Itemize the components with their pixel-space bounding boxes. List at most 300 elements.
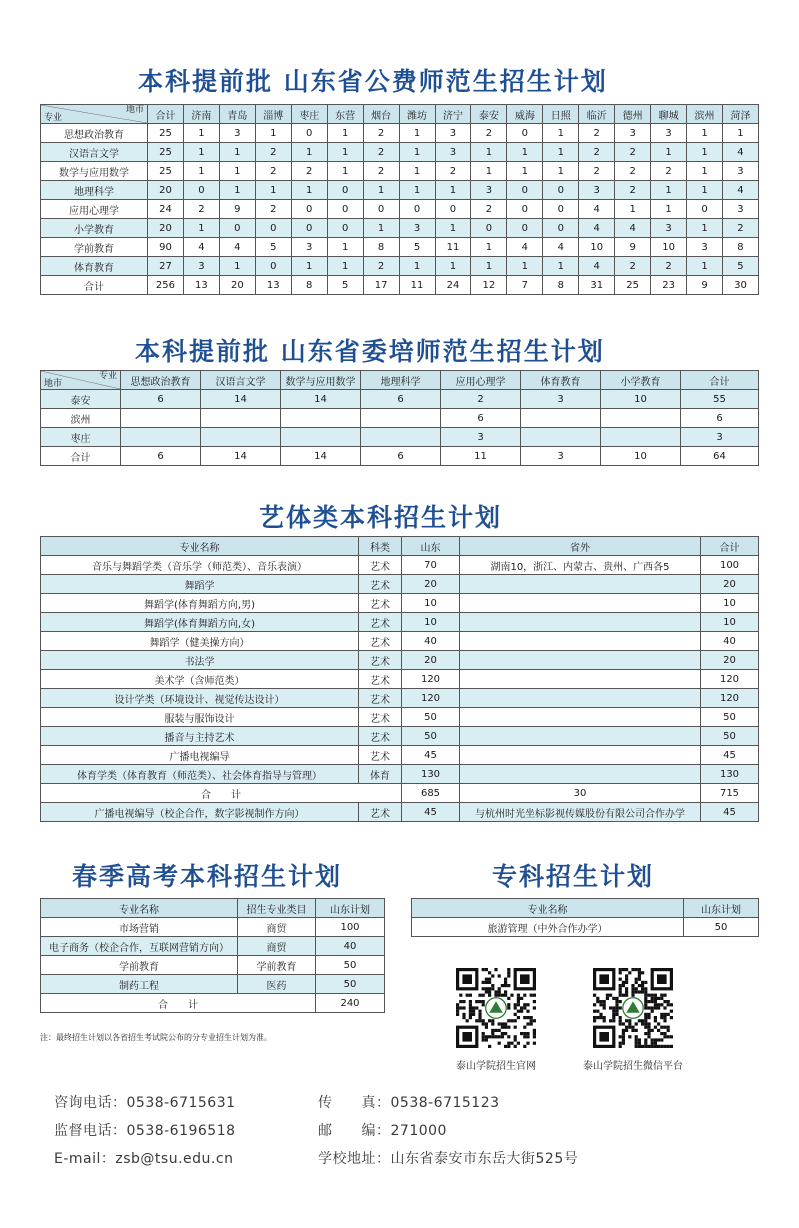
table-cell: 2: [651, 257, 687, 276]
table-cell: [121, 409, 201, 428]
table-row: [41, 727, 759, 746]
table-cell: 学前教育: [238, 956, 316, 975]
corner-header: [41, 371, 121, 390]
row-label: 小学教育: [41, 219, 148, 238]
table-cell: 2: [363, 143, 399, 162]
table-cell: 0: [399, 200, 435, 219]
table-cell: 艺术: [359, 746, 402, 765]
table-row: [41, 689, 759, 708]
table-row: [41, 556, 759, 575]
table-cell: 1: [327, 143, 363, 162]
table-cell: 6: [441, 409, 521, 428]
table-cell: [201, 428, 281, 447]
table-cell: [121, 428, 201, 447]
table-cell: 1: [327, 162, 363, 181]
table-cell: 8: [723, 238, 759, 257]
column-header: 济南: [183, 105, 219, 124]
table-cell: 0: [291, 219, 327, 238]
table-cell: 27: [148, 257, 184, 276]
table-cell: 1: [399, 124, 435, 143]
column-header: 枣庄: [291, 105, 327, 124]
table-cell: 1: [399, 181, 435, 200]
table-cell: 1: [291, 181, 327, 200]
table-row: [41, 409, 759, 428]
email-value[interactable]: zsb@tsu.edu.cn: [115, 1151, 234, 1167]
column-header: 日照: [543, 105, 579, 124]
table-cell: 256: [148, 276, 184, 295]
table-cell: 0: [219, 219, 255, 238]
table-cell: 55: [681, 390, 759, 409]
table-cell: 2: [615, 162, 651, 181]
table-cell: 1: [219, 181, 255, 200]
column-header: 数学与应用数学: [281, 371, 361, 390]
table-cell: 20: [701, 575, 759, 594]
table-cell: [361, 428, 441, 447]
table-cell: 3: [579, 181, 615, 200]
table-cell: [281, 428, 361, 447]
table-cell: 10: [402, 594, 460, 613]
table-cell: 1: [291, 257, 327, 276]
table-cell: 2: [255, 200, 291, 219]
column-header: 合计: [701, 537, 759, 556]
fax: [318, 1092, 500, 1112]
table-cell: 医药: [238, 975, 316, 994]
total-sum: 715: [701, 784, 759, 803]
table-cell: [601, 428, 681, 447]
column-header: 合计: [681, 371, 759, 390]
table-cell: 1: [687, 181, 723, 200]
corner-header: [41, 105, 148, 124]
table-cell: 25: [148, 124, 184, 143]
art-sports-plan-table: [40, 536, 759, 822]
table-cell: 20: [701, 651, 759, 670]
table-cell: 45: [402, 803, 460, 822]
table-cell: 3: [435, 124, 471, 143]
row-label: 合计: [41, 276, 148, 295]
table-cell: 10: [402, 613, 460, 632]
table-cell: 14: [281, 447, 361, 466]
table-cell: 1: [363, 219, 399, 238]
row-label: 体育教育: [41, 257, 148, 276]
table-cell: 3: [521, 447, 601, 466]
table-cell: 舞蹈学: [41, 575, 359, 594]
table-cell: 1: [435, 257, 471, 276]
table-cell: 艺术: [359, 632, 402, 651]
table-row: [41, 575, 759, 594]
table-cell: 0: [183, 181, 219, 200]
table-cell: 14: [201, 447, 281, 466]
table-cell: 艺术: [359, 708, 402, 727]
table-cell: 3: [291, 238, 327, 257]
table-cell: 1: [219, 257, 255, 276]
table-cell: 2: [471, 200, 507, 219]
table-cell: 0: [327, 200, 363, 219]
email: [54, 1148, 233, 1168]
table-cell: 4: [579, 200, 615, 219]
column-header: 招生专业类目: [238, 899, 316, 918]
table-cell: 1: [219, 162, 255, 181]
email-label: E-mail：: [54, 1151, 116, 1167]
table-cell: [460, 708, 701, 727]
table-cell: 9: [687, 276, 723, 295]
table-cell: 8: [543, 276, 579, 295]
table-cell: 0: [543, 200, 579, 219]
table-cell: 2: [471, 124, 507, 143]
table-row: [41, 124, 759, 143]
table-row: [41, 651, 759, 670]
table-cell: [601, 409, 681, 428]
table-cell: 2: [615, 143, 651, 162]
table-cell: 7: [507, 276, 543, 295]
table-cell: 64: [681, 447, 759, 466]
table-row: [41, 975, 385, 994]
table-cell: 艺术: [359, 689, 402, 708]
table-cell: 艺术: [359, 670, 402, 689]
table-cell: 2: [651, 162, 687, 181]
column-header: 威海: [507, 105, 543, 124]
table-cell: 10: [701, 594, 759, 613]
table-cell: 体育学类（体育教育（师范类）、社会体育指导与管理）: [41, 765, 359, 784]
table-row: [41, 200, 759, 219]
column-header: 淄博: [255, 105, 291, 124]
total-row: [41, 994, 385, 1013]
postcode: [318, 1120, 447, 1140]
table-cell: [361, 409, 441, 428]
supervise-phone-value: 0538-6196518: [126, 1123, 236, 1139]
table-cell: 艺术: [359, 575, 402, 594]
corner-bottom-label: 专业: [44, 113, 63, 123]
table-cell: 湖南10，浙江、内蒙古、贵州、广西各5: [460, 556, 701, 575]
table-cell: 1: [435, 181, 471, 200]
table-cell: 11: [399, 276, 435, 295]
table-cell: 1: [723, 124, 759, 143]
table-cell: 2: [363, 162, 399, 181]
table-cell: 1: [507, 143, 543, 162]
table-cell: 11: [441, 447, 521, 466]
table-cell: 6: [121, 447, 201, 466]
table-cell: [460, 575, 701, 594]
table-cell: 广播电视编导: [41, 746, 359, 765]
table-cell: 与杭州时光坐标影视传媒股份有限公司合作办学: [460, 803, 701, 822]
table-cell: 20: [148, 219, 184, 238]
consult-phone-value: 0538-6715631: [126, 1095, 236, 1111]
column-header: 临沂: [579, 105, 615, 124]
row-label: 应用心理学: [41, 200, 148, 219]
address-value: 山东省泰安市东岳大街525号: [390, 1151, 579, 1167]
table-row: [41, 803, 759, 822]
junior-college-plan-table: [411, 898, 759, 937]
table-cell: 11: [435, 238, 471, 257]
table-cell: 1: [687, 143, 723, 162]
table-cell: 播音与主持艺术: [41, 727, 359, 746]
table-cell: 3: [435, 143, 471, 162]
table-cell: 3: [219, 124, 255, 143]
column-header: 烟台: [363, 105, 399, 124]
table-cell: 50: [316, 956, 385, 975]
sec2-title: 本科提前批 山东省委培师范生招生计划: [135, 337, 605, 366]
total-row: [41, 784, 759, 803]
corner-bottom-label: 地市: [44, 379, 63, 389]
table-cell: 3: [681, 428, 759, 447]
table-cell: 1: [507, 257, 543, 276]
table-row: [41, 257, 759, 276]
table-cell: 2: [183, 200, 219, 219]
table-row: [41, 670, 759, 689]
table-cell: 120: [402, 670, 460, 689]
table-cell: 3: [723, 162, 759, 181]
table-cell: [460, 689, 701, 708]
table-cell: 1: [651, 200, 687, 219]
table-cell: 13: [183, 276, 219, 295]
table-cell: 1: [183, 143, 219, 162]
table-cell: 130: [402, 765, 460, 784]
table-cell: 30: [723, 276, 759, 295]
table-cell: 1: [471, 162, 507, 181]
table-cell: 9: [615, 238, 651, 257]
table-cell: 1: [399, 143, 435, 162]
table-cell: 1: [399, 162, 435, 181]
corner-top-label: 地市: [125, 105, 144, 115]
table-cell: 2: [615, 257, 651, 276]
table-cell: 1: [471, 257, 507, 276]
table-cell: 2: [435, 162, 471, 181]
qr-left-caption: 泰山学院招生官网: [456, 1061, 536, 1072]
table-cell: 0: [291, 200, 327, 219]
table-cell: 3: [687, 238, 723, 257]
table-row: [41, 594, 759, 613]
table-cell: 学前教育: [41, 956, 238, 975]
table-cell: 音乐与舞蹈学类（音乐学（师范类）、音乐表演）: [41, 556, 359, 575]
table-cell: 24: [148, 200, 184, 219]
table-cell: 舞蹈学（健美操方向）: [41, 632, 359, 651]
table-cell: 20: [219, 276, 255, 295]
table-cell: 50: [316, 975, 385, 994]
sec3-title: 艺体类本科招生计划: [259, 503, 503, 532]
table-cell: 1: [687, 162, 723, 181]
table-cell: [460, 727, 701, 746]
column-header: 地理科学: [361, 371, 441, 390]
address-label: 学校地址：: [318, 1151, 391, 1167]
table-row: [41, 428, 759, 447]
corner-top-label: 专业: [98, 371, 117, 381]
table-cell: 舞蹈学(体育舞蹈方向,男): [41, 594, 359, 613]
table-cell: 1: [255, 124, 291, 143]
table-cell: 1: [219, 143, 255, 162]
table-cell: 1: [327, 257, 363, 276]
table-cell: [281, 409, 361, 428]
table-cell: 2: [255, 143, 291, 162]
table-cell: 0: [255, 219, 291, 238]
total-shandong: 685: [402, 784, 460, 803]
table-cell: 艺术: [359, 727, 402, 746]
column-header: 青岛: [219, 105, 255, 124]
table-cell: 25: [148, 162, 184, 181]
table-cell: 6: [121, 390, 201, 409]
table-cell: 14: [201, 390, 281, 409]
column-header: 山东计划: [316, 899, 385, 918]
table-cell: 14: [281, 390, 361, 409]
table-cell: [460, 651, 701, 670]
table-cell: 3: [183, 257, 219, 276]
table-row: [41, 613, 759, 632]
postcode-label: 邮 编：: [318, 1123, 391, 1139]
sec4-title: 春季高考本科招生计划: [72, 862, 343, 891]
consult-phone: [54, 1092, 236, 1112]
table-row: [41, 181, 759, 200]
footnote: 注：最终招生计划以各省招生考试院公布的分专业招生计划为准。: [40, 1033, 272, 1042]
table-cell: 20: [402, 651, 460, 670]
table-cell: 商贸: [238, 937, 316, 956]
table-cell: 100: [316, 918, 385, 937]
table-cell: 50: [701, 708, 759, 727]
table-cell: 50: [684, 918, 759, 937]
table-cell: 1: [291, 143, 327, 162]
table-cell: 25: [615, 276, 651, 295]
table-cell: 50: [402, 708, 460, 727]
table-cell: 40: [402, 632, 460, 651]
table-row: [41, 956, 385, 975]
table-cell: 31: [579, 276, 615, 295]
column-header: 省外: [460, 537, 701, 556]
table-cell: 广播电视编导（校企合作，数字影视制作方向）: [41, 803, 359, 822]
table-cell: 体育: [359, 765, 402, 784]
table-row: [41, 632, 759, 651]
fax-value: 0538-6715123: [390, 1095, 500, 1111]
table-cell: 2: [363, 257, 399, 276]
table-cell: 70: [402, 556, 460, 575]
table-cell: 0: [507, 124, 543, 143]
table-cell: 市场营销: [41, 918, 238, 937]
table-cell: 电子商务（校企合作，互联网营销方向）: [41, 937, 238, 956]
total-label: 合 计: [41, 784, 402, 803]
consult-phone-label: 咨询电话：: [54, 1095, 127, 1111]
table-cell: 1: [255, 181, 291, 200]
column-header: 合计: [148, 105, 184, 124]
column-header: 专业名称: [412, 899, 684, 918]
table-cell: 5: [723, 257, 759, 276]
table-cell: 3: [615, 124, 651, 143]
table-row: [41, 447, 759, 466]
table-cell: 120: [701, 670, 759, 689]
column-header: 济宁: [435, 105, 471, 124]
table-cell: 2: [441, 390, 521, 409]
table-row: [41, 162, 759, 181]
table-cell: 50: [402, 727, 460, 746]
table-cell: 2: [615, 181, 651, 200]
table-cell: 8: [363, 238, 399, 257]
table-cell: 1: [687, 257, 723, 276]
table-cell: 3: [441, 428, 521, 447]
table-cell: 3: [521, 390, 601, 409]
table-cell: 5: [255, 238, 291, 257]
table-row: [41, 143, 759, 162]
table-cell: 1: [543, 257, 579, 276]
table-cell: 艺术: [359, 594, 402, 613]
table-cell: 1: [687, 219, 723, 238]
address: [318, 1148, 578, 1168]
table-cell: 0: [687, 200, 723, 219]
table-cell: 艺术: [359, 613, 402, 632]
column-header: 山东: [402, 537, 460, 556]
commissioned-teacher-plan-table: [40, 370, 759, 466]
table-cell: 1: [183, 162, 219, 181]
table-cell: 4: [507, 238, 543, 257]
table-cell: 2: [291, 162, 327, 181]
table-cell: 12: [471, 276, 507, 295]
table-cell: 0: [327, 181, 363, 200]
column-header: 山东计划: [684, 899, 759, 918]
table-cell: [521, 428, 601, 447]
table-cell: 120: [402, 689, 460, 708]
table-cell: 3: [471, 181, 507, 200]
table-cell: 1: [651, 143, 687, 162]
column-header: 应用心理学: [441, 371, 521, 390]
table-cell: 0: [507, 219, 543, 238]
total-plan: 240: [316, 994, 385, 1013]
table-cell: [460, 632, 701, 651]
table-cell: 100: [701, 556, 759, 575]
row-label: 数学与应用数学: [41, 162, 148, 181]
table-cell: 旅游管理（中外合作办学）: [412, 918, 684, 937]
column-header: 东营: [327, 105, 363, 124]
table-cell: 23: [651, 276, 687, 295]
table-cell: 10: [701, 613, 759, 632]
table-cell: 艺术: [359, 803, 402, 822]
column-header: 聊城: [651, 105, 687, 124]
table-cell: 6: [681, 409, 759, 428]
table-cell: 10: [651, 238, 687, 257]
table-cell: 2: [579, 143, 615, 162]
table-cell: 0: [471, 219, 507, 238]
table-cell: 1: [543, 124, 579, 143]
public-teacher-plan-table: [40, 104, 759, 295]
column-header: 滨州: [687, 105, 723, 124]
sec1-title: 本科提前批 山东省公费师范生招生计划: [138, 67, 608, 96]
table-cell: 0: [435, 200, 471, 219]
total-outside: 30: [460, 784, 701, 803]
table-cell: 8: [291, 276, 327, 295]
table-row: [412, 918, 759, 937]
table-cell: 1: [471, 143, 507, 162]
table-row: [41, 765, 759, 784]
fax-label: 传 真：: [318, 1095, 391, 1111]
table-cell: [460, 746, 701, 765]
table-cell: 1: [507, 162, 543, 181]
column-header: 泰安: [471, 105, 507, 124]
supervise-phone-label: 监督电话：: [54, 1123, 127, 1139]
table-cell: 1: [399, 257, 435, 276]
table-row: [41, 708, 759, 727]
total-label: 合 计: [41, 994, 316, 1013]
table-cell: 1: [471, 238, 507, 257]
table-cell: [460, 594, 701, 613]
table-cell: 0: [507, 181, 543, 200]
table-cell: 1: [543, 143, 579, 162]
table-cell: 0: [507, 200, 543, 219]
column-header: 菏泽: [723, 105, 759, 124]
table-cell: 艺术: [359, 556, 402, 575]
table-cell: 书法学: [41, 651, 359, 670]
table-cell: 2: [723, 219, 759, 238]
column-header: 体育教育: [521, 371, 601, 390]
table-cell: [521, 409, 601, 428]
table-cell: 5: [399, 238, 435, 257]
table-cell: 美术学（含师范类）: [41, 670, 359, 689]
qr-code-wechat-platform: [593, 968, 673, 1048]
table-row: [41, 238, 759, 257]
table-cell: 1: [651, 181, 687, 200]
table-cell: 1: [543, 162, 579, 181]
